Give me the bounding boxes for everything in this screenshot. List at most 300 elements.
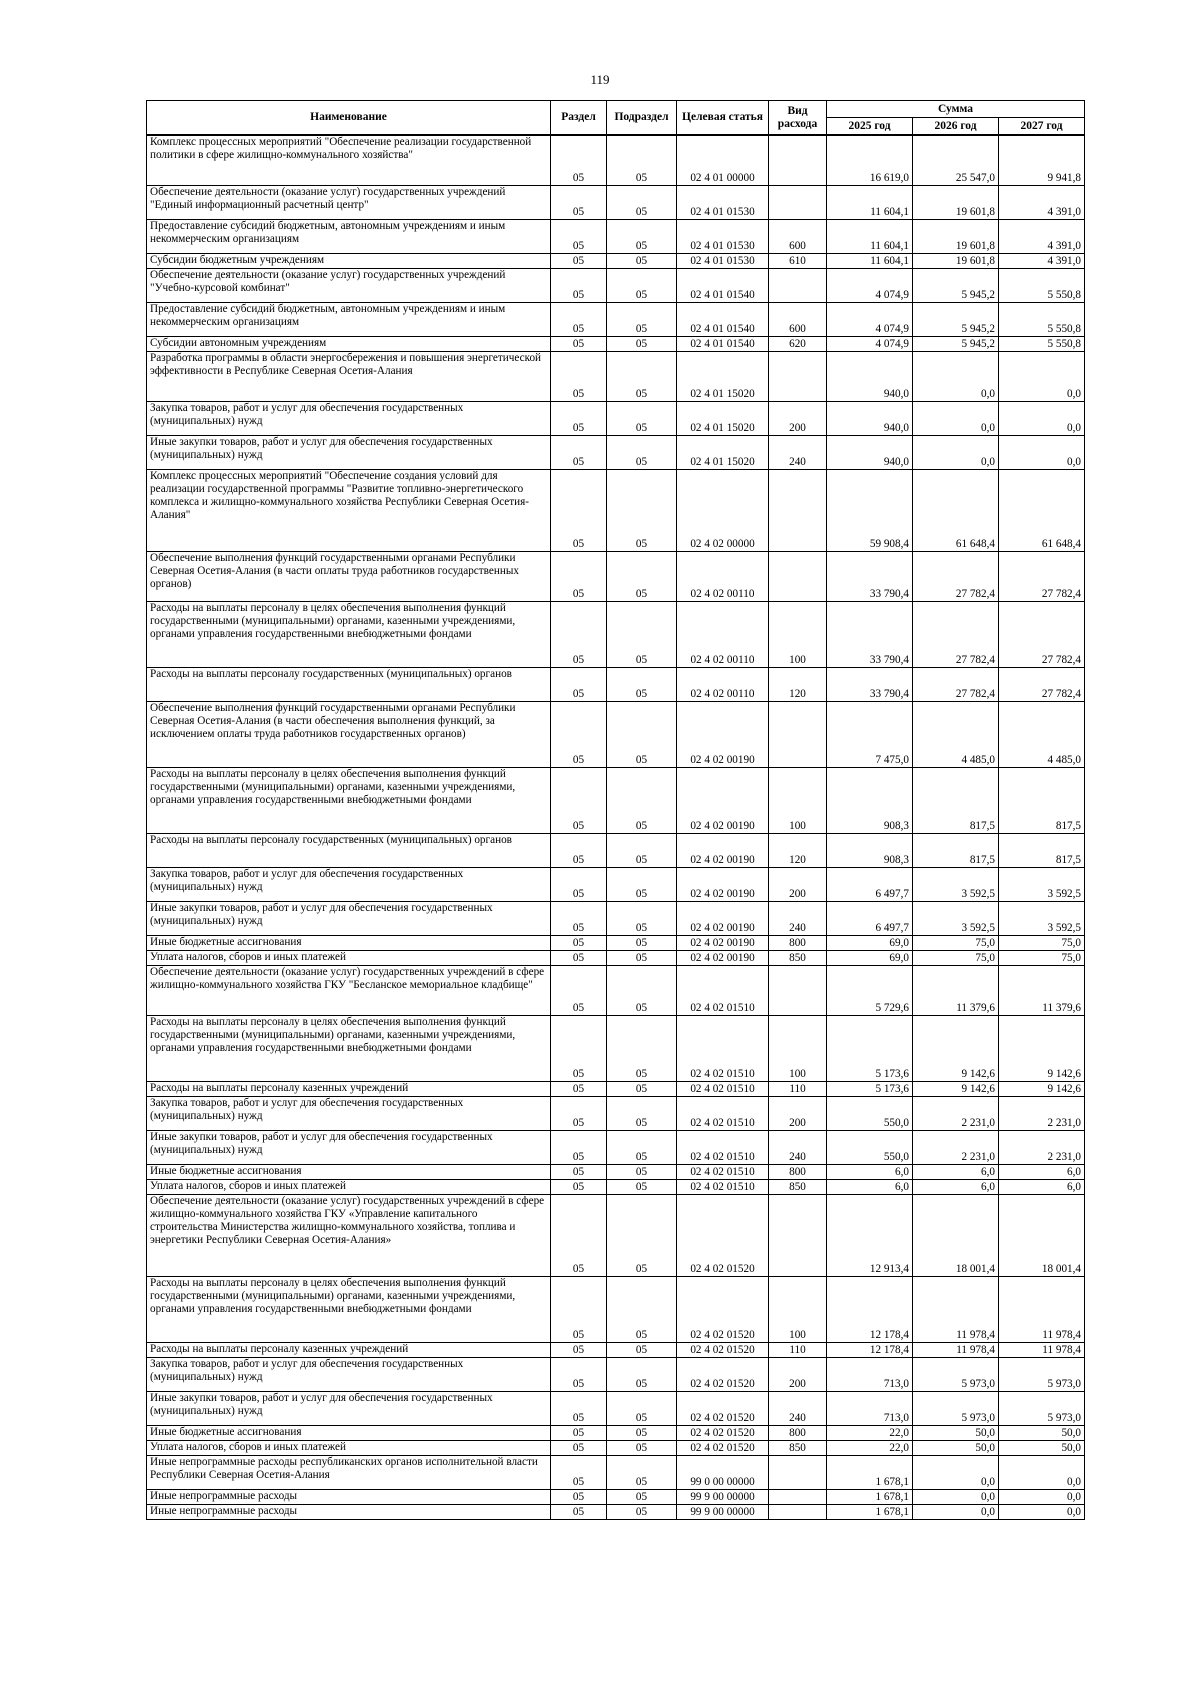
row-exp-type (769, 701, 827, 767)
row-sum-2026: 75,0 (913, 935, 999, 950)
row-exp-type: 200 (769, 1096, 827, 1130)
row-sum-2025: 12 178,4 (827, 1342, 913, 1357)
row-sum-2027: 9 142,6 (999, 1015, 1085, 1081)
row-target: 02 4 02 01520 (677, 1357, 769, 1391)
row-sum-2026: 6,0 (913, 1164, 999, 1179)
row-subsection: 05 (607, 253, 677, 268)
row-section: 05 (551, 435, 607, 469)
row-name: Закупка товаров, работ и услуг для обеспечения государственных (муниципальных) нужд (147, 401, 551, 435)
row-name: Расходы на выплаты персоналу казенных учреждений (147, 1342, 551, 1357)
row-sum-2026: 19 601,8 (913, 185, 999, 219)
row-sum-2026: 50,0 (913, 1440, 999, 1455)
row-sum-2027: 75,0 (999, 950, 1085, 965)
row-name: Обеспечение деятельности (оказание услуг) государственных учреждений в сфере жилищно-коммунального хозяйства ГКУ "Бесланское мемориальное кладбище" (147, 965, 551, 1015)
row-section: 05 (551, 1357, 607, 1391)
row-sum-2027: 5 550,8 (999, 268, 1085, 302)
row-exp-type (769, 135, 827, 185)
row-exp-type: 200 (769, 867, 827, 901)
row-exp-type (769, 965, 827, 1015)
row-sum-2025: 1 678,1 (827, 1455, 913, 1489)
row-sum-2025: 59 908,4 (827, 469, 913, 551)
row-sum-2025: 6 497,7 (827, 867, 913, 901)
row-sum-2027: 6,0 (999, 1164, 1085, 1179)
header-exp-type: Вид расхода (769, 101, 827, 136)
row-section: 05 (551, 1489, 607, 1504)
row-sum-2025: 4 074,9 (827, 302, 913, 336)
row-target: 02 4 01 01540 (677, 302, 769, 336)
row-section: 05 (551, 965, 607, 1015)
row-subsection: 05 (607, 667, 677, 701)
row-name: Закупка товаров, работ и услуг для обеспечения государственных (муниципальных) нужд (147, 867, 551, 901)
table-row (147, 1081, 1085, 1096)
table-row (147, 1276, 1085, 1342)
table-row (147, 965, 1085, 1015)
row-target: 02 4 01 00000 (677, 135, 769, 185)
row-sum-2027: 27 782,4 (999, 667, 1085, 701)
table-row (147, 268, 1085, 302)
row-sum-2025: 69,0 (827, 950, 913, 965)
row-sum-2025: 11 604,1 (827, 185, 913, 219)
row-sum-2025: 22,0 (827, 1425, 913, 1440)
row-sum-2027: 9 142,6 (999, 1081, 1085, 1096)
row-sum-2027: 5 973,0 (999, 1391, 1085, 1425)
row-section: 05 (551, 551, 607, 601)
row-subsection: 05 (607, 1425, 677, 1440)
row-target: 02 4 02 01520 (677, 1194, 769, 1276)
row-section: 05 (551, 268, 607, 302)
table-row (147, 351, 1085, 401)
row-section: 05 (551, 935, 607, 950)
table-row (147, 667, 1085, 701)
row-exp-type: 110 (769, 1342, 827, 1357)
table-row (147, 1130, 1085, 1164)
table-row (147, 833, 1085, 867)
row-subsection: 05 (607, 551, 677, 601)
table-row (147, 401, 1085, 435)
row-name: Закупка товаров, работ и услуг для обеспечения государственных (муниципальных) нужд (147, 1357, 551, 1391)
row-section: 05 (551, 667, 607, 701)
header-2027: 2027 год (999, 118, 1085, 136)
row-subsection: 05 (607, 135, 677, 185)
row-sum-2025: 908,3 (827, 833, 913, 867)
row-sum-2027: 3 592,5 (999, 901, 1085, 935)
table-body (147, 135, 1085, 1519)
row-exp-type (769, 351, 827, 401)
row-section: 05 (551, 253, 607, 268)
table-row (147, 1096, 1085, 1130)
row-target: 02 4 02 00190 (677, 950, 769, 965)
row-subsection: 05 (607, 1391, 677, 1425)
row-sum-2026: 0,0 (913, 435, 999, 469)
table-row (147, 469, 1085, 551)
row-sum-2027: 4 485,0 (999, 701, 1085, 767)
row-section: 05 (551, 767, 607, 833)
row-target: 02 4 01 01530 (677, 253, 769, 268)
row-exp-type: 800 (769, 935, 827, 950)
row-sum-2027: 5 973,0 (999, 1357, 1085, 1391)
row-exp-type: 200 (769, 401, 827, 435)
row-sum-2027: 27 782,4 (999, 601, 1085, 667)
row-target: 99 9 00 00000 (677, 1504, 769, 1519)
table-row (147, 1015, 1085, 1081)
row-section: 05 (551, 401, 607, 435)
row-section: 05 (551, 1096, 607, 1130)
row-target: 02 4 02 00190 (677, 701, 769, 767)
row-sum-2027: 0,0 (999, 1489, 1085, 1504)
row-sum-2026: 0,0 (913, 351, 999, 401)
row-sum-2026: 0,0 (913, 1489, 999, 1504)
row-exp-type: 240 (769, 1130, 827, 1164)
row-section: 05 (551, 867, 607, 901)
row-sum-2025: 550,0 (827, 1096, 913, 1130)
row-sum-2025: 713,0 (827, 1357, 913, 1391)
row-sum-2026: 6,0 (913, 1179, 999, 1194)
row-subsection: 05 (607, 435, 677, 469)
row-sum-2026: 9 142,6 (913, 1081, 999, 1096)
row-target: 02 4 02 00110 (677, 601, 769, 667)
row-sum-2027: 4 391,0 (999, 253, 1085, 268)
row-sum-2026: 25 547,0 (913, 135, 999, 185)
row-sum-2026: 2 231,0 (913, 1096, 999, 1130)
row-sum-2027: 0,0 (999, 401, 1085, 435)
row-name: Иные закупки товаров, работ и услуг для обеспечения государственных (муниципальных) нужд (147, 1130, 551, 1164)
row-sum-2026: 27 782,4 (913, 551, 999, 601)
row-sum-2026: 11 379,6 (913, 965, 999, 1015)
row-target: 02 4 02 00110 (677, 667, 769, 701)
table-row (147, 219, 1085, 253)
row-section: 05 (551, 1130, 607, 1164)
row-name: Расходы на выплаты персоналу государственных (муниципальных) органов (147, 667, 551, 701)
row-name: Расходы на выплаты персоналу в целях обеспечения выполнения функций государственными (муниципальными) органами, казенными учреждениями, органами управления государственными внебюджетными фондами (147, 767, 551, 833)
table-row (147, 935, 1085, 950)
row-sum-2026: 61 648,4 (913, 469, 999, 551)
table-row (147, 1425, 1085, 1440)
row-subsection: 05 (607, 302, 677, 336)
row-sum-2026: 5 945,2 (913, 336, 999, 351)
table-row (147, 551, 1085, 601)
row-section: 05 (551, 1440, 607, 1455)
row-target: 02 4 02 00190 (677, 935, 769, 950)
row-sum-2026: 3 592,5 (913, 867, 999, 901)
row-name: Уплата налогов, сборов и иных платежей (147, 950, 551, 965)
row-sum-2026: 4 485,0 (913, 701, 999, 767)
row-exp-type: 600 (769, 219, 827, 253)
row-sum-2025: 33 790,4 (827, 601, 913, 667)
table-row (147, 135, 1085, 185)
row-subsection: 05 (607, 1164, 677, 1179)
row-subsection: 05 (607, 219, 677, 253)
row-target: 02 4 02 01510 (677, 1130, 769, 1164)
row-subsection: 05 (607, 1015, 677, 1081)
row-subsection: 05 (607, 351, 677, 401)
row-target: 02 4 02 01510 (677, 1015, 769, 1081)
row-sum-2026: 19 601,8 (913, 219, 999, 253)
row-target: 02 4 02 00190 (677, 767, 769, 833)
row-sum-2027: 6,0 (999, 1179, 1085, 1194)
row-name: Уплата налогов, сборов и иных платежей (147, 1440, 551, 1455)
table-row (147, 1455, 1085, 1489)
row-sum-2025: 5 173,6 (827, 1081, 913, 1096)
row-target: 02 4 02 01520 (677, 1276, 769, 1342)
row-exp-type: 240 (769, 435, 827, 469)
header-section: Раздел (551, 101, 607, 136)
row-target: 02 4 02 01520 (677, 1440, 769, 1455)
row-target: 02 4 02 00190 (677, 867, 769, 901)
row-sum-2025: 33 790,4 (827, 551, 913, 601)
row-name: Расходы на выплаты персоналу казенных учреждений (147, 1081, 551, 1096)
table-row (147, 767, 1085, 833)
row-subsection: 05 (607, 701, 677, 767)
row-section: 05 (551, 701, 607, 767)
row-name: Иные бюджетные ассигнования (147, 935, 551, 950)
header-name: Наименование (147, 101, 551, 136)
row-target: 02 4 01 01530 (677, 185, 769, 219)
row-subsection: 05 (607, 901, 677, 935)
header-subsection: Подраздел (607, 101, 677, 136)
row-sum-2025: 550,0 (827, 1130, 913, 1164)
row-target: 02 4 01 01540 (677, 336, 769, 351)
row-sum-2026: 3 592,5 (913, 901, 999, 935)
row-sum-2025: 11 604,1 (827, 219, 913, 253)
row-name: Иные закупки товаров, работ и услуг для обеспечения государственных (муниципальных) нужд (147, 1391, 551, 1425)
table-row (147, 601, 1085, 667)
row-name: Иные закупки товаров, работ и услуг для обеспечения государственных (муниципальных) нужд (147, 901, 551, 935)
row-sum-2027: 0,0 (999, 351, 1085, 401)
row-section: 05 (551, 950, 607, 965)
table-row (147, 1342, 1085, 1357)
row-name: Разработка программы в области энергосбережения и повышения энергетической эффективности в Республике Северная Осетия-Алания (147, 351, 551, 401)
row-exp-type: 610 (769, 253, 827, 268)
row-name: Иные бюджетные ассигнования (147, 1425, 551, 1440)
row-section: 05 (551, 469, 607, 551)
row-sum-2025: 12 913,4 (827, 1194, 913, 1276)
row-section: 05 (551, 1504, 607, 1519)
row-section: 05 (551, 1081, 607, 1096)
row-name: Иные непрограммные расходы (147, 1489, 551, 1504)
row-name: Расходы на выплаты персоналу в целях обеспечения выполнения функций государственными (муниципальными) органами, казенными учреждениями, органами управления государственными внебюджетными фондами (147, 601, 551, 667)
row-sum-2025: 940,0 (827, 435, 913, 469)
table-row (147, 867, 1085, 901)
row-section: 05 (551, 302, 607, 336)
row-sum-2026: 0,0 (913, 1455, 999, 1489)
row-sum-2025: 4 074,9 (827, 336, 913, 351)
row-section: 05 (551, 1015, 607, 1081)
table-row (147, 1504, 1085, 1519)
row-sum-2025: 7 475,0 (827, 701, 913, 767)
row-subsection: 05 (607, 1179, 677, 1194)
row-subsection: 05 (607, 469, 677, 551)
row-section: 05 (551, 1455, 607, 1489)
row-sum-2025: 22,0 (827, 1440, 913, 1455)
row-subsection: 05 (607, 1489, 677, 1504)
row-exp-type (769, 1455, 827, 1489)
row-exp-type: 800 (769, 1164, 827, 1179)
row-target: 02 4 01 15020 (677, 401, 769, 435)
header-sum: Сумма (827, 101, 1085, 118)
header-target: Целевая статья (677, 101, 769, 136)
row-sum-2027: 0,0 (999, 435, 1085, 469)
row-section: 05 (551, 1342, 607, 1357)
row-sum-2027: 5 550,8 (999, 336, 1085, 351)
row-exp-type: 120 (769, 667, 827, 701)
row-sum-2027: 11 978,4 (999, 1276, 1085, 1342)
row-section: 05 (551, 351, 607, 401)
table-row (147, 701, 1085, 767)
row-subsection: 05 (607, 1455, 677, 1489)
row-sum-2026: 5 945,2 (913, 302, 999, 336)
table-row (147, 901, 1085, 935)
table-row (147, 336, 1085, 351)
row-name: Иные бюджетные ассигнования (147, 1164, 551, 1179)
row-sum-2025: 908,3 (827, 767, 913, 833)
row-sum-2027: 4 391,0 (999, 185, 1085, 219)
row-target: 02 4 02 01520 (677, 1391, 769, 1425)
row-name: Обеспечение выполнения функций государственными органами Республики Северная Осетия-Алания (в части оплаты труда работников государственных органов) (147, 551, 551, 601)
row-exp-type: 200 (769, 1357, 827, 1391)
row-name: Субсидии бюджетным учреждениям (147, 253, 551, 268)
row-sum-2026: 9 142,6 (913, 1015, 999, 1081)
row-section: 05 (551, 1164, 607, 1179)
row-sum-2027: 50,0 (999, 1440, 1085, 1455)
row-exp-type (769, 1489, 827, 1504)
row-sum-2026: 817,5 (913, 767, 999, 833)
row-section: 05 (551, 1391, 607, 1425)
row-exp-type: 110 (769, 1081, 827, 1096)
row-subsection: 05 (607, 1440, 677, 1455)
row-sum-2025: 940,0 (827, 351, 913, 401)
row-exp-type: 240 (769, 901, 827, 935)
row-exp-type: 120 (769, 833, 827, 867)
row-name: Расходы на выплаты персоналу государственных (муниципальных) органов (147, 833, 551, 867)
header-2026: 2026 год (913, 118, 999, 136)
budget-table (146, 100, 1085, 1520)
row-name: Расходы на выплаты персоналу в целях обеспечения выполнения функций государственными (муниципальными) органами, казенными учреждениями, органами управления государственными внебюджетными фондами (147, 1015, 551, 1081)
row-name: Обеспечение деятельности (оказание услуг) государственных учреждений "Учебно-курсовой комбинат" (147, 268, 551, 302)
row-subsection: 05 (607, 1096, 677, 1130)
row-name: Иные непрограммные расходы (147, 1504, 551, 1519)
row-sum-2025: 69,0 (827, 935, 913, 950)
row-target: 02 4 01 01530 (677, 219, 769, 253)
row-name: Иные непрограммные расходы республиканских органов исполнительной власти Республики Северная Осетия-Алания (147, 1455, 551, 1489)
row-name: Обеспечение выполнения функций государственными органами Республики Северная Осетия-Алания (в части обеспечения выполнения функций, за исключением оплаты труда работников государственных органов) (147, 701, 551, 767)
row-exp-type: 620 (769, 336, 827, 351)
row-target: 02 4 02 01510 (677, 1081, 769, 1096)
row-target: 02 4 02 01510 (677, 1164, 769, 1179)
row-section: 05 (551, 601, 607, 667)
row-sum-2026: 27 782,4 (913, 601, 999, 667)
row-target: 02 4 02 01510 (677, 1179, 769, 1194)
row-sum-2026: 11 978,4 (913, 1342, 999, 1357)
row-sum-2025: 11 604,1 (827, 253, 913, 268)
row-subsection: 05 (607, 950, 677, 965)
row-subsection: 05 (607, 1194, 677, 1276)
row-exp-type (769, 268, 827, 302)
row-exp-type (769, 469, 827, 551)
row-sum-2027: 0,0 (999, 1504, 1085, 1519)
row-target: 02 4 02 01520 (677, 1342, 769, 1357)
row-sum-2025: 713,0 (827, 1391, 913, 1425)
row-target: 99 0 00 00000 (677, 1455, 769, 1489)
row-sum-2027: 5 550,8 (999, 302, 1085, 336)
row-section: 05 (551, 219, 607, 253)
row-sum-2027: 11 978,4 (999, 1342, 1085, 1357)
row-sum-2025: 16 619,0 (827, 135, 913, 185)
row-sum-2025: 33 790,4 (827, 667, 913, 701)
table-header (147, 101, 1085, 136)
table-row (147, 1440, 1085, 1455)
row-target: 02 4 01 15020 (677, 351, 769, 401)
row-exp-type: 850 (769, 950, 827, 965)
row-sum-2026: 5 945,2 (913, 268, 999, 302)
row-section: 05 (551, 185, 607, 219)
row-name: Предоставление субсидий бюджетным, автономным учреждениям и иным некоммерческим организациям (147, 219, 551, 253)
table-row (147, 302, 1085, 336)
row-subsection: 05 (607, 965, 677, 1015)
row-subsection: 05 (607, 1357, 677, 1391)
row-sum-2025: 6 497,7 (827, 901, 913, 935)
row-sum-2027: 4 391,0 (999, 219, 1085, 253)
row-name: Обеспечение деятельности (оказание услуг) государственных учреждений "Единый информационный расчетный центр" (147, 185, 551, 219)
row-sum-2025: 5 173,6 (827, 1015, 913, 1081)
row-sum-2027: 27 782,4 (999, 551, 1085, 601)
row-name: Обеспечение деятельности (оказание услуг) государственных учреждений в сфере жилищно-коммунального хозяйства ГКУ «Управление капитального строительства Министерства жилищно-коммунального хозяйства, топлива и энергетики Республики Северная Осетия-Алания» (147, 1194, 551, 1276)
row-exp-type: 100 (769, 1276, 827, 1342)
row-subsection: 05 (607, 268, 677, 302)
row-sum-2027: 0,0 (999, 1455, 1085, 1489)
row-sum-2026: 18 001,4 (913, 1194, 999, 1276)
row-section: 05 (551, 1276, 607, 1342)
row-sum-2027: 11 379,6 (999, 965, 1085, 1015)
row-subsection: 05 (607, 833, 677, 867)
table-row (147, 950, 1085, 965)
row-sum-2026: 75,0 (913, 950, 999, 965)
row-subsection: 05 (607, 767, 677, 833)
row-subsection: 05 (607, 1504, 677, 1519)
row-section: 05 (551, 901, 607, 935)
row-sum-2027: 817,5 (999, 833, 1085, 867)
row-subsection: 05 (607, 867, 677, 901)
row-subsection: 05 (607, 1081, 677, 1096)
row-sum-2025: 6,0 (827, 1179, 913, 1194)
header-2025: 2025 год (827, 118, 913, 136)
row-target: 02 4 02 00190 (677, 901, 769, 935)
row-exp-type: 600 (769, 302, 827, 336)
row-subsection: 05 (607, 1342, 677, 1357)
row-target: 02 4 02 00190 (677, 833, 769, 867)
row-subsection: 05 (607, 935, 677, 950)
page-number: 119 (590, 72, 610, 87)
row-name: Комплекс процессных мероприятий "Обеспечение создания условий для реализации государственной программы "Развитие топливно-энергетического комплекса и жилищно-коммунального хозяйства Республики Северная Осетия-Алания" (147, 469, 551, 551)
row-exp-type: 100 (769, 1015, 827, 1081)
table-row (147, 435, 1085, 469)
row-exp-type (769, 185, 827, 219)
row-exp-type: 800 (769, 1425, 827, 1440)
row-exp-type (769, 1194, 827, 1276)
row-sum-2025: 6,0 (827, 1164, 913, 1179)
row-section: 05 (551, 833, 607, 867)
row-name: Субсидии автономным учреждениям (147, 336, 551, 351)
row-target: 02 4 02 01520 (677, 1425, 769, 1440)
row-sum-2026: 5 973,0 (913, 1357, 999, 1391)
row-sum-2025: 940,0 (827, 401, 913, 435)
row-sum-2027: 50,0 (999, 1425, 1085, 1440)
row-sum-2027: 75,0 (999, 935, 1085, 950)
row-name: Расходы на выплаты персоналу в целях обеспечения выполнения функций государственными (муниципальными) органами, казенными учреждениями, органами управления государственными внебюджетными фондами (147, 1276, 551, 1342)
table-row (147, 1164, 1085, 1179)
row-exp-type (769, 551, 827, 601)
row-target: 02 4 02 01510 (677, 1096, 769, 1130)
row-subsection: 05 (607, 601, 677, 667)
